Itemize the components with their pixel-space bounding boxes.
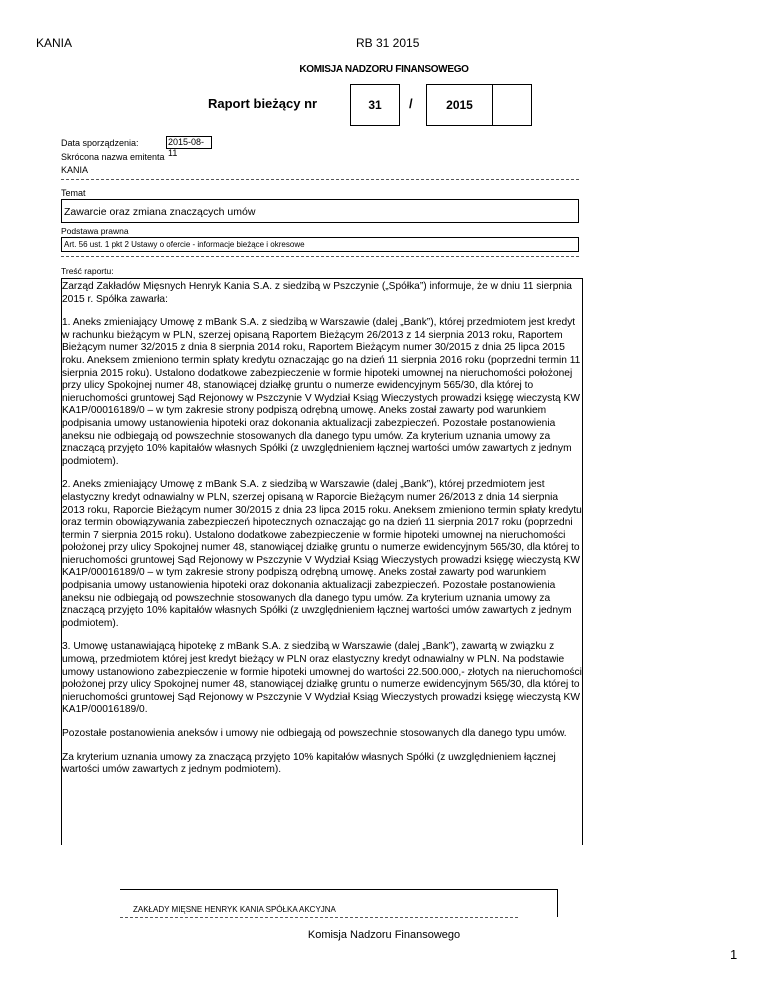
content-paragraph: Pozostałe postanowienia aneksów i umowy nie odbiegają od powszechnie stosowanych dla danego typu umów. bbox=[62, 728, 567, 739]
issuer-short-name: KANIA bbox=[36, 36, 73, 50]
topic-value: Zawarcie oraz zmiana znaczących umów bbox=[64, 206, 256, 218]
content-paragraph: 3. Umowę ustanawiającą hipotekę z mBank S.A. z siedzibą w Warszawie (dalej „Bank”), zawartą w związku z umową, przedmiotem której jest kredyt bieżący w PLN oraz elastyczny kredyt odnawialny w PLN. Na podstawie umowy ustanowiono zabezpieczenie w formie hipoteki umownej do wartości 22.500.000,- złotych na nieruchomości położonej przy ulicy Spokojnej numer 48, stanowiącej działkę gruntu o numerze ewidencyjnym 565/30, dla której to nieruchomości gruntowej Sąd Rejonowy w Pszczynie V Wydział Ksiąg Wieczystych prowadzi księgę wieczystą KW KA1P/00016189/0. bbox=[62, 641, 582, 716]
content-body bbox=[62, 281, 582, 788]
topic-label: Temat bbox=[61, 188, 86, 198]
short-name-value: KANIA bbox=[61, 165, 89, 175]
page-number: 1 bbox=[730, 947, 738, 962]
divider bbox=[61, 256, 579, 257]
legal-basis-value: Art. 56 ust. 1 pkt 2 Ustawy o ofercie - informacje bieżące i okresowe bbox=[64, 240, 305, 249]
signature-line bbox=[120, 889, 558, 890]
content-paragraph: 2. Aneks zmieniający Umowę z mBank S.A. z siedzibą w Warszawie (dalej „Bank”), której przedmiotem jest elastyczny kredyt odnawialny w PLN, szerzej opisaną w Raporcie Bieżącym numer 26/2013 z dnia 14 sierpnia 2013 roku, Raporcie Bieżącym numer 30/2015 z dnia 23 lipca 2015 roku. Aneksem zmieniono termin spłaty kredytu oraz termin obowiązywania zabezpieczeń hipotecznych oznaczając go na dzień 11 sierpnia 2017 roku (poprzedni termin 7 sierpnia 2015 roku). Ustalono dodatkowe zabezpieczenie w formie hipoteki umownej na nieruchomości położonej przy ulicy Spokojnej numer 48, stanowiącej działkę gruntu o numerze ewidencyjnym 565/30, dla której to nieruchomości gruntowej Sąd Rejonowy w Pszczynie V Wydział Ksiąg Wieczystych prowadzi księgę wieczystą KW KA1P/00016189/0 – w tym zakresie strony podpiszą odrębną umowę. Aneks został zawarty pod warunkiem podpisania umowy ustanowienia hipoteki oraz dokonania aktualizacji zabezpieczeń. Pozostałe postanowienia aneksu nie odbiegają od powszechnie stosowanych dla danego typu umów. Za kryterium uznania umowy za znaczącą przyjęto 10% kapitałów własnych Spółki (z uwzględnieniem łącznej wartości umów zawartych z jednym podmiotem). bbox=[62, 479, 582, 629]
report-year: 2015 bbox=[446, 98, 473, 112]
topic-box bbox=[61, 199, 579, 223]
report-label: Raport bieżący nr bbox=[208, 96, 318, 111]
divider bbox=[120, 917, 518, 918]
short-name-label: Skrócona nazwa emitenta bbox=[61, 152, 165, 162]
report-separator: / bbox=[409, 96, 413, 111]
report-code: RB 31 2015 bbox=[356, 36, 420, 50]
company-full-name: ZAKŁADY MIĘSNE HENRYK KANIA SPÓŁKA AKCYJNA bbox=[133, 905, 336, 914]
footer-commission: Komisja Nadzoru Finansowego bbox=[307, 929, 461, 941]
commission-title: KOMISJA NADZORU FINANSOWEGO bbox=[299, 64, 469, 75]
content-label: Treść raportu: bbox=[61, 266, 114, 276]
report-extra-box bbox=[492, 84, 532, 126]
divider bbox=[61, 179, 579, 180]
report-number: 31 bbox=[368, 98, 382, 112]
legal-basis-label: Podstawa prawna bbox=[61, 226, 129, 236]
date-value: 2015-08-11 bbox=[166, 136, 212, 149]
report-year-box bbox=[426, 84, 493, 126]
content-paragraph: Zarząd Zakładów Mięsnych Henryk Kania S.A. z siedzibą w Pszczynie („Spółka”) informuje, że w dniu 11 sierpnia 2015 r. Spółka zawarła: bbox=[62, 281, 572, 305]
date-label: Data sporządzenia: bbox=[61, 138, 139, 148]
signature-frame-right bbox=[557, 889, 558, 917]
legal-basis-box bbox=[61, 237, 579, 252]
content-paragraph: 1. Aneks zmieniający Umowę z mBank S.A. z siedzibą w Warszawie (dalej „Bank”), której przedmiotem jest kredyt w rachunku bieżącym w PLN, szerzej opisaną Raportem Bieżącym 26/2013 z 14 sierpnia 2013 roku, Raportem Bieżącym numer 32/2015 z dnia 8 sierpnia 2014 roku, Raportem Bieżącym numer 30/2015 z dnia 25 lipca 2015 roku. Aneksem zmieniono termin spłaty kredytu oznaczając go na dzień 11 sierpnia 2016 roku (poprzedni termin 11 sierpnia 2015 roku). Ustalono dodatkowe zabezpieczenie w formie hipoteki umownej na nieruchomości położonej przy ulicy Spokojnej numer 48, stanowiącej działkę gruntu o numerze ewidencyjnym 565/30, dla której to nieruchomości gruntowej Sąd Rejonowy w Pszczynie V Wydział Ksiąg Wieczystych prowadzi księgę wieczystą KW KA1P/00016189/0 – w tym zakresie strony podpiszą odrębną umowę. Aneks został zawarty pod warunkiem podpisania umowy ustanowienia hipoteki oraz dokonania aktualizacji zabezpieczeń. Pozostałe postanowienia aneksu nie odbiegają od powszechnie stosowanych dla danego typu umów. Za kryterium uznania umowy za znaczącą przyjęto 10% kapitałów własnych Spółki (z uwzględnieniem łącznej wartości umów zawartych z jednym podmiotem). bbox=[62, 317, 581, 467]
report-number-box bbox=[350, 84, 400, 126]
content-paragraph: Za kryterium uznania umowy za znaczącą przyjęto 10% kapitałów własnych Spółki (z uwzględnieniem łącznej wartości umów zawartych z jednym podmiotem). bbox=[62, 751, 556, 776]
